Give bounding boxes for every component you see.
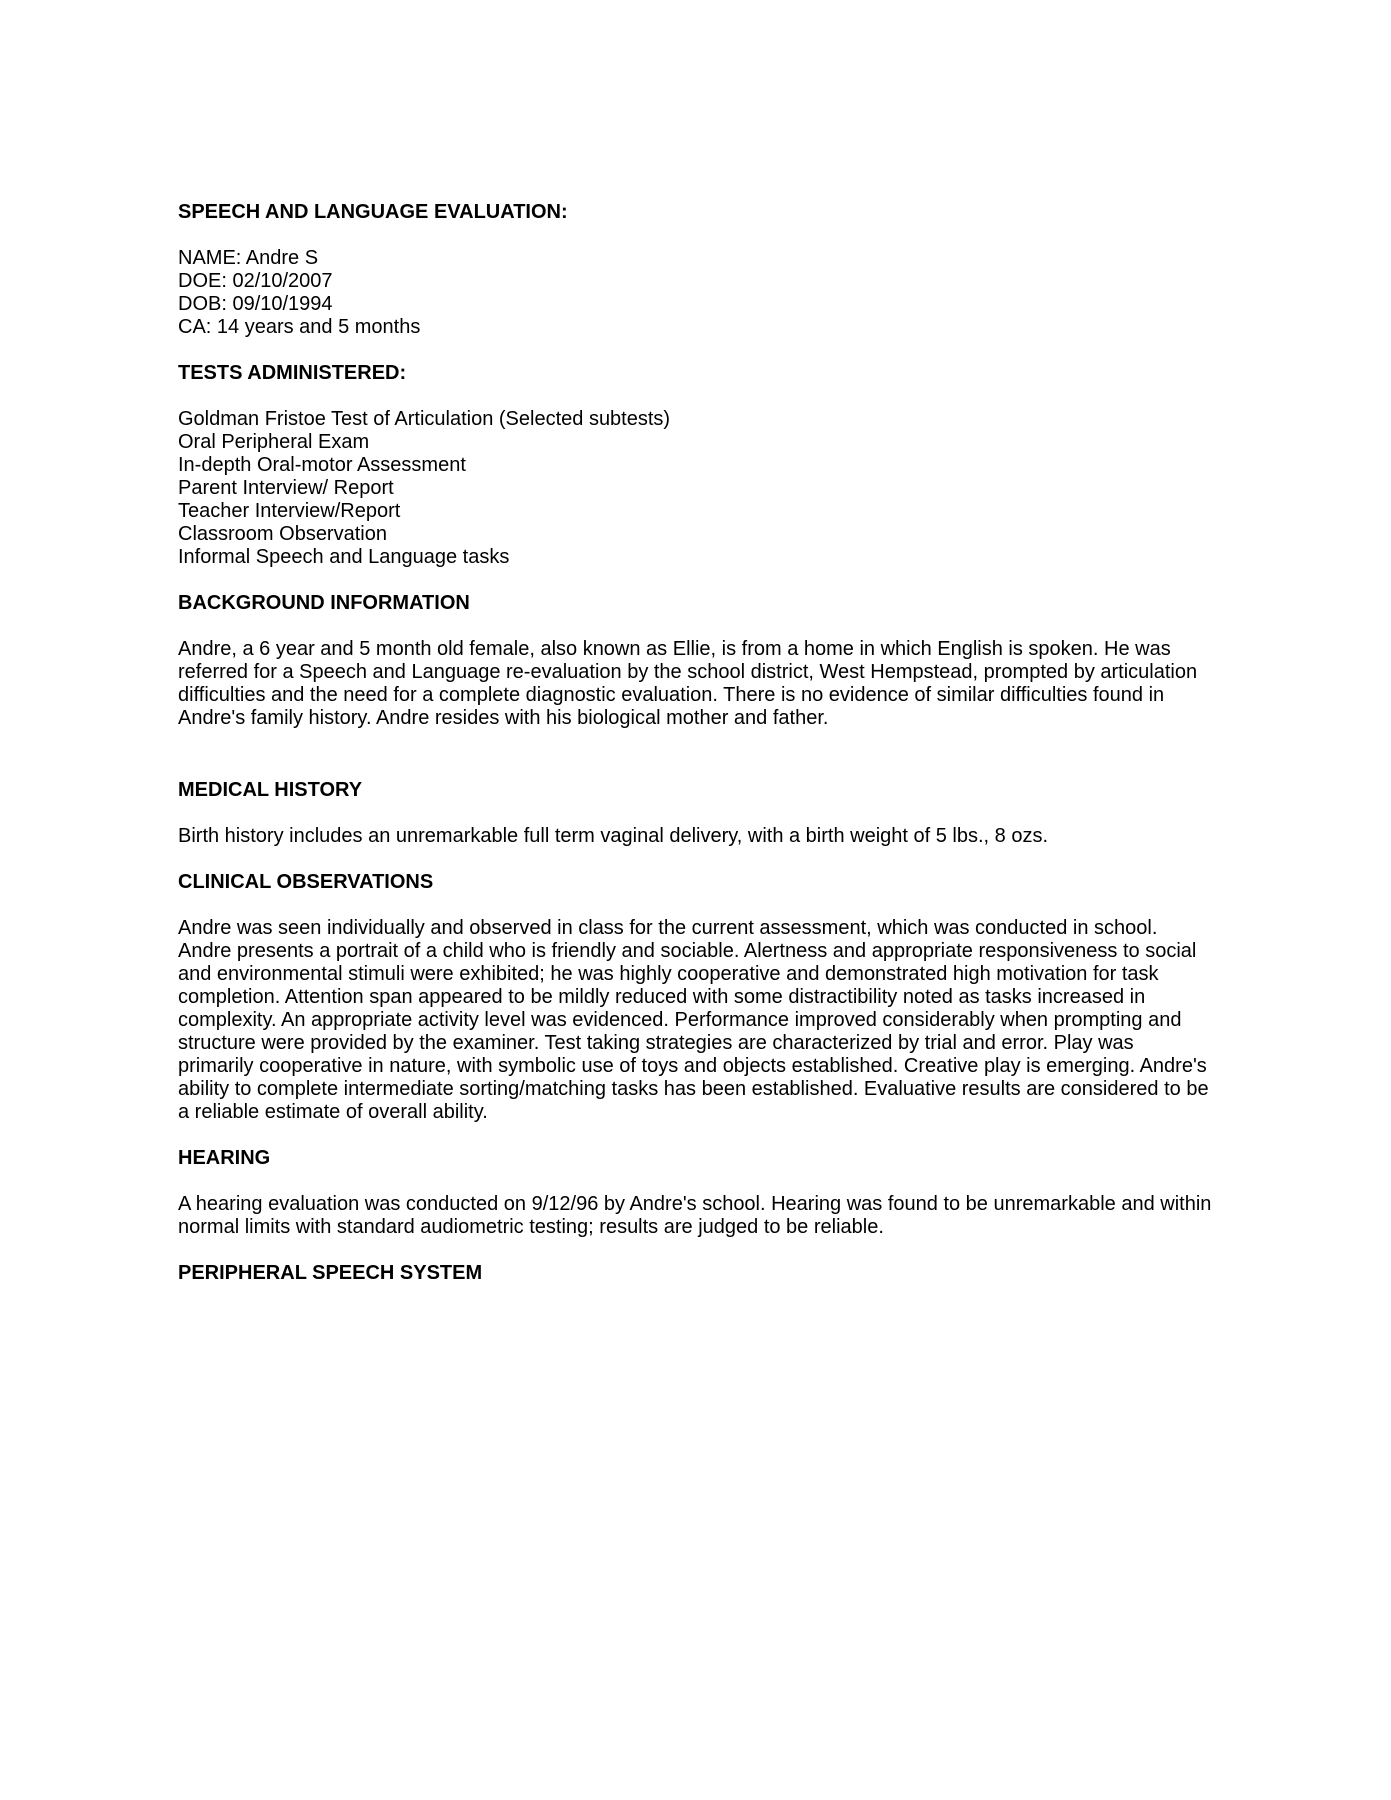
patient-ca-line: CA: 14 years and 5 months [178,316,421,338]
document-content [178,201,1214,1285]
hearing-paragraph: A hearing evaluation was conducted on 9/12/96 by Andre's school. Hearing was found to be unremarkable and within normal limits with standard audiometric testing; results are judged to be reliable. [178,1193,1212,1238]
patient-doe-line: DOE: 02/10/2007 [178,270,333,292]
test-item: In-depth Oral-motor Assessment [178,454,466,476]
document-title: SPEECH AND LANGUAGE EVALUATION: [178,201,568,223]
patient-info-block [178,247,1214,339]
test-item: Informal Speech and Language tasks [178,546,510,568]
peripheral-speech-system-heading: PERIPHERAL SPEECH SYSTEM [178,1262,483,1284]
tests-administered-heading: TESTS ADMINISTERED: [178,362,407,384]
patient-dob-line: DOB: 09/10/1994 [178,293,333,315]
clinical-observations-heading: CLINICAL OBSERVATIONS [178,871,434,893]
test-item: Teacher Interview/Report [178,500,401,522]
test-item: Classroom Observation [178,523,387,545]
test-item: Goldman Fristoe Test of Articulation (Selected subtests) [178,408,671,430]
test-item: Oral Peripheral Exam [178,431,370,453]
tests-administered-list [178,408,1214,569]
medical-history-paragraph: Birth history includes an unremarkable full term vaginal delivery, with a birth weight of 5 lbs., 8 ozs. [178,825,1049,847]
background-information-heading: BACKGROUND INFORMATION [178,592,470,614]
test-item: Parent Interview/ Report [178,477,394,499]
patient-name-line: NAME: Andre S [178,247,319,269]
hearing-heading: HEARING [178,1147,271,1169]
clinical-observations-paragraph: Andre was seen individually and observed in class for the current assessment, which was conducted in school. Andre presents a portrait of a child who is friendly and sociable. Alertness and appropriate responsiveness to social and environmental stimuli were exhibited; he was highly cooperative and demonstrated high motivation for task completion. Attention span appeared to be mildly reduced with some distractibility noted as tasks increased in complexity. An appropriate activity level was evidenced. Performance improved considerably when prompting and structure were provided by the examiner. Test taking strategies are characterized by trial and error. Play was primarily cooperative in nature, with symbolic use of toys and objects established. Creative play is emerging. Andre's ability to complete intermediate sorting/matching tasks has been established. Evaluative results are considered to be a reliable estimate of overall ability. [178,917,1209,1123]
medical-history-heading: MEDICAL HISTORY [178,779,363,801]
background-information-paragraph: Andre, a 6 year and 5 month old female, also known as Ellie, is from a home in which English is spoken. He was referred for a Speech and Language re-evaluation by the school district, West Hempstead, prompted by articulation difficulties and the need for a complete diagnostic evaluation. There is no evidence of similar difficulties found in Andre's family history. Andre resides with his biological mother and father. [178,638,1198,729]
